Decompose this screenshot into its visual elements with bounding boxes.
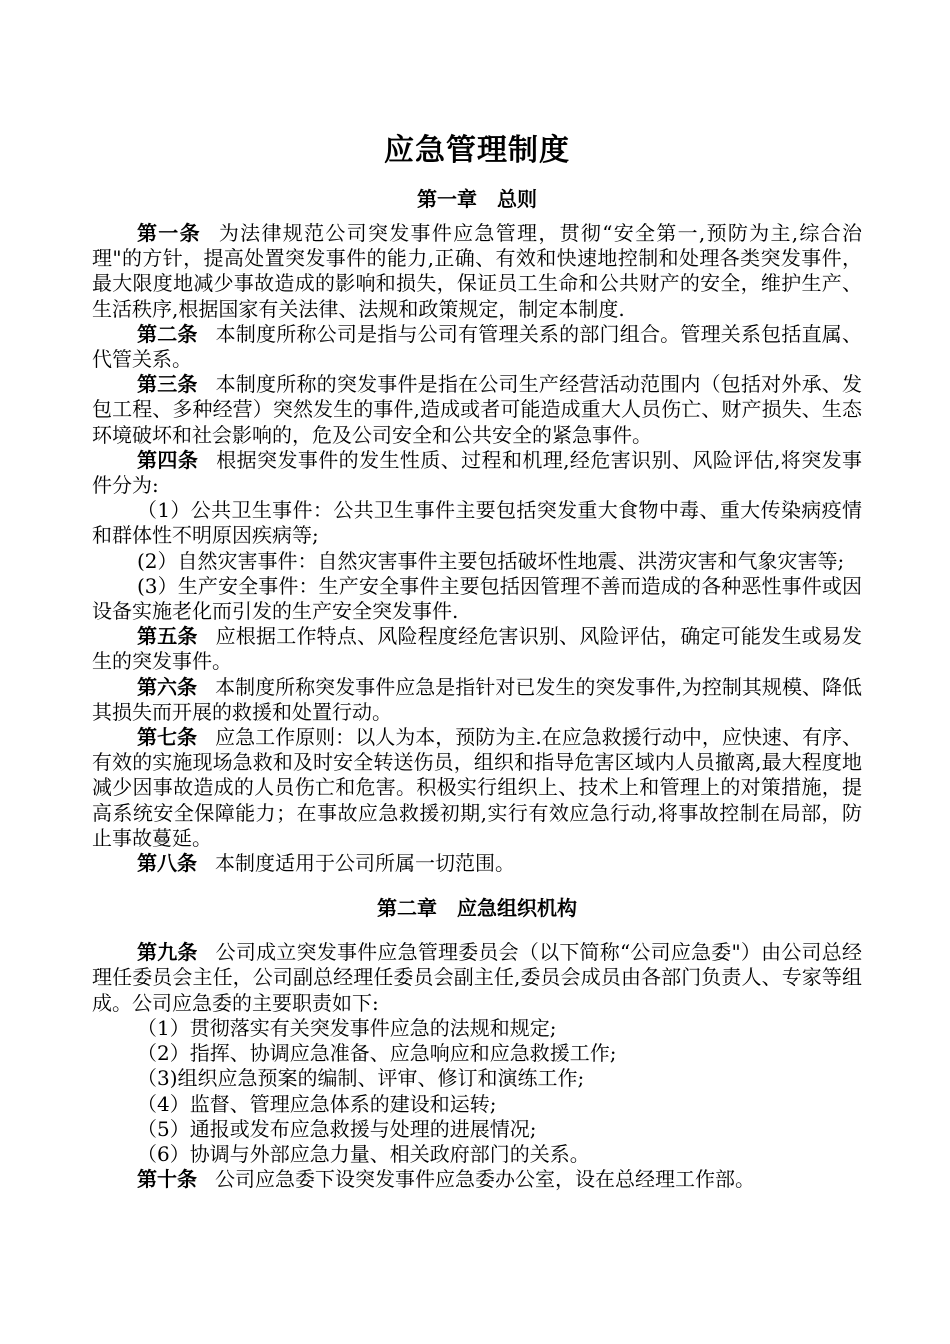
article: [92, 725, 862, 851]
chapter-name: 应急组织机构: [457, 896, 577, 921]
list-item: （5）通报或发布应急救援与处理的进展情况;: [137, 1116, 537, 1141]
article-label: 第十条: [137, 1167, 197, 1192]
article: [92, 322, 862, 372]
list-item: （4）监督、管理应急体系的建设和运转;: [137, 1091, 497, 1116]
list-item: (3）生产安全事件：生产安全事件主要包括因管理不善而造成的各种恶性事件或因设备实施老化而引发的生产安全突发事件.: [92, 573, 862, 624]
article: [92, 940, 862, 1016]
article-text: 本制度适用于公司所属一切范围。: [215, 851, 515, 876]
article-text: 本制度所称的突发事件是指在公司生产经营活动范围内（包括对外承、发包工程、多种经营）突然发生的事件,造成或者可能造成重大人员伤亡、财产损失、生态环境破坏和社会影响的，危及公司安全和公共安全的紧急事件。: [92, 372, 863, 447]
article-label: 第六条: [137, 674, 198, 699]
article-text: 应根据工作特点、风险程度经危害识别、风险评估，确定可能发生或易发生的突发事件。: [92, 624, 863, 674]
article: [92, 372, 862, 448]
article-text: 公司成立突发事件应急管理委员会（以下简称“公司应急委"）由公司总经理任委员会主任，公司副总经理任委员会副主任,委员会成员由各部门负责人、专家等组成。公司应急委的主要职责如下:: [92, 940, 862, 1015]
article: [92, 1167, 862, 1192]
article-label: 第二条: [137, 321, 198, 346]
article: [92, 221, 862, 322]
article-label: 第四条: [137, 447, 199, 472]
chapter-title: [92, 181, 862, 217]
chapter-label: 第二章: [377, 896, 437, 921]
list-item: （1）公共卫生事件：公共卫生事件主要包括突发重大食物中毒、重大传染病疫情和群体性不明原因疾病等;: [92, 498, 862, 548]
document-page: [92, 125, 862, 1192]
article-text: 应急工作原则：以人为本，预防为主.在应急救援行动中，应快速、有序、有效的实施现场急救和及时安全转送伤员，组织和指导危害区域内人员撤离,最大程度地减少因事故造成的人员伤亡和危害。积极实行组织上、技术上和管理上的对策措施，提高系统安全保障能力；在事故应急救援初期,实行有效应急行动,将事故控制在局部，防止事故蔓延。: [92, 725, 863, 850]
list-item: （6）协调与外部应急力量、相关政府部门的关系。: [137, 1141, 590, 1166]
article-label: 第七条: [137, 725, 198, 750]
article: [92, 851, 862, 876]
list-item: （3)组织应急预案的编制、评审、修订和演练工作;: [137, 1066, 585, 1091]
chapter-title: [92, 890, 862, 926]
article-label: 第八条: [137, 851, 197, 876]
article-text: 本制度所称突发事件应急是指针对已发生的突发事件,为控制其规模、降低其损失而开展的救援和处置行动。: [92, 674, 863, 724]
article-label: 第三条: [137, 372, 198, 397]
article-text: 根据突发事件的发生性质、过程和机理,经危害识别、风险评估,将突发事件分为:: [92, 447, 863, 498]
article-label: 第五条: [137, 624, 198, 649]
list-item: （2）指挥、协调应急准备、应急响应和应急救援工作;: [137, 1041, 617, 1066]
article-label: 第一条: [137, 221, 201, 245]
list-item: （1）贯彻落实有关突发事件应急的法规和规定;: [137, 1015, 557, 1040]
article: [92, 675, 862, 725]
article: [92, 448, 862, 498]
article-text: 公司应急委下设突发事件应急委办公室，设在总经理工作部。: [215, 1167, 755, 1192]
chapter-label: 第一章: [417, 187, 477, 211]
article-text: 本制度所称公司是指与公司有管理关系的部门组合。管理关系包括直属、代管关系。: [92, 321, 863, 372]
article: [92, 624, 862, 674]
article-text: 为法律规范公司突发事件应急管理，贯彻“安全第一,预防为主,综合治理"的方针，提高处置突发事件的能力,正确、有效和快速地控制和处理各类突发事件，最大限度地减少事故造成的影响和损失，保证员工生命和公共财产的安全，维护生产、生活秩序,根据国家有关法律、法规和政策规定，制定本制度.: [92, 221, 862, 321]
chapter-name: 总则: [497, 187, 537, 211]
list-item: (2）自然灾害事件：自然灾害事件主要包括破坏性地震、洪涝灾害和气象灾害等;: [137, 548, 845, 573]
article-label: 第九条: [137, 940, 198, 965]
document-title: 应急管理制度: [384, 133, 570, 168]
